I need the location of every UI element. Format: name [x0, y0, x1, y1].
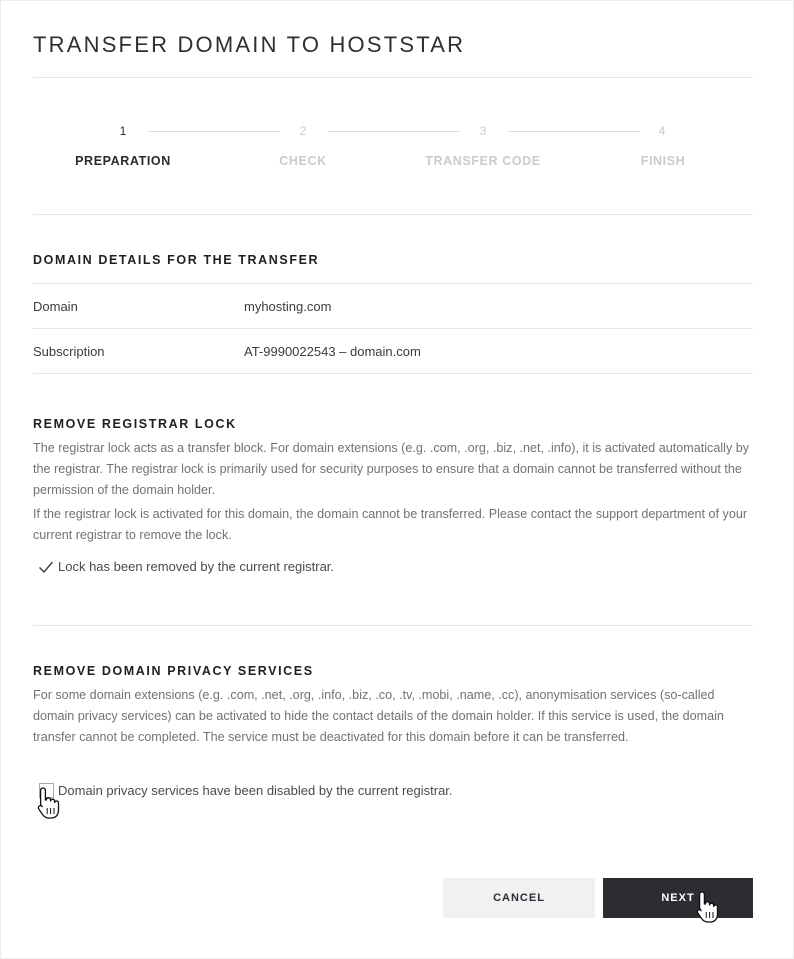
privacy-description: For some domain extensions (e.g. .com, .net, .org, .info, .biz, .co, .tv, .mobi, .name, .cc), anonymisation services (so-called domain privacy services) can be activated to hide the contact details of the domain holder. If this service is used, the domain transfer cannot be completed. The service must be deactivated for this domain before it can be transferred.	[33, 688, 724, 744]
page-title: TRANSFER DOMAIN TO HOSTSTAR	[33, 32, 466, 57]
registrar-lock-description: The registrar lock acts as a transfer block. For domain extensions (e.g. .com, .org, .biz, .net, .info), it is activated automatically by the registrar. The registrar lock is primarily used for security purposes to ensure that a domain cannot be transferred without the permission of the domain holder.	[33, 441, 750, 497]
step-2-label: CHECK	[279, 154, 327, 168]
registrar-lock-instruction: If the registrar lock is activated for this domain, the domain cannot be transferred. Please contact the support department of your current registrar to remove the lock.	[33, 507, 748, 542]
checkmark-icon	[38, 560, 54, 574]
step-4-label: FINISH	[640, 154, 686, 168]
step-2-number: 2	[299, 124, 307, 138]
subscription-label: Subscription	[33, 344, 105, 359]
cancel-button[interactable]: CANCEL	[443, 878, 595, 918]
subscription-value: AT-9990022543 – domain.com	[244, 344, 421, 359]
registrar-lock-heading: REMOVE REGISTRAR LOCK	[33, 417, 237, 431]
privacy-disabled-label[interactable]: Domain privacy services have been disabled by the current registrar.	[58, 783, 453, 798]
divider	[33, 283, 753, 284]
step-1-number: 1	[119, 124, 127, 138]
divider	[33, 625, 753, 626]
domain-value: myhosting.com	[244, 299, 332, 314]
next-button[interactable]: NEXT	[603, 878, 753, 918]
divider	[33, 328, 753, 329]
domain-details-heading: DOMAIN DETAILS FOR THE TRANSFER	[33, 253, 320, 267]
divider	[33, 77, 753, 78]
step-connector	[328, 131, 460, 132]
step-3-label: TRANSFER CODE	[425, 154, 541, 168]
step-1-label: PREPARATION	[75, 154, 171, 168]
step-connector	[508, 131, 640, 132]
step-4-number: 4	[658, 124, 666, 138]
lock-removed-text: Lock has been removed by the current registrar.	[58, 559, 335, 574]
hand-cursor-icon	[695, 890, 721, 924]
divider	[33, 373, 753, 374]
lock-removed-confirmation	[38, 559, 334, 574]
step-connector	[148, 131, 280, 132]
divider	[33, 214, 753, 215]
domain-label: Domain	[33, 299, 78, 314]
privacy-heading: REMOVE DOMAIN PRIVACY SERVICES	[33, 664, 314, 678]
hand-cursor-icon	[36, 786, 62, 820]
step-3-number: 3	[479, 124, 487, 138]
